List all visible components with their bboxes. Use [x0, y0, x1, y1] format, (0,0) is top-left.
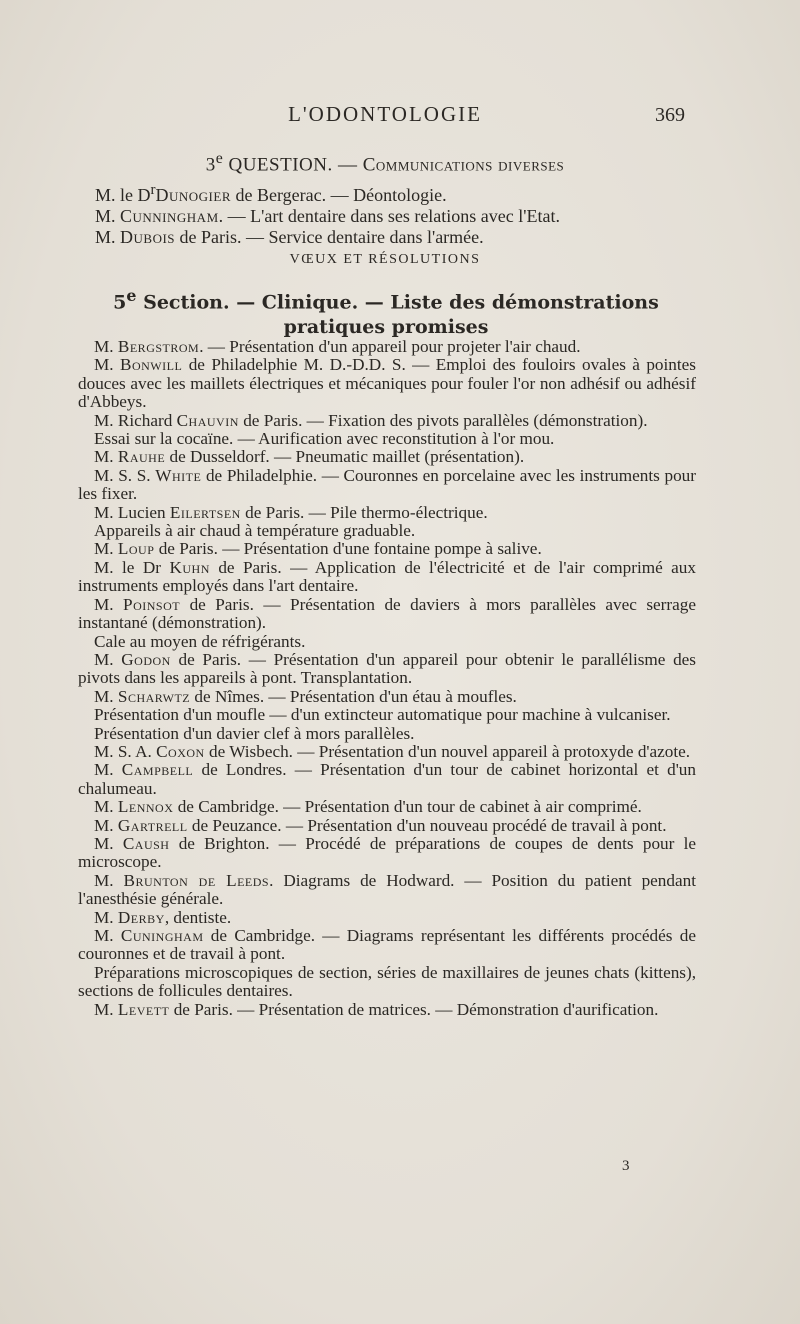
entry-prefix: M.	[94, 999, 118, 1019]
author-name: Scharwtz	[117, 686, 191, 706]
entry-superscript: r	[150, 182, 156, 198]
section-title-line1: Section. — Clinique. — Liste des démonstrations	[136, 291, 659, 314]
entry-prefix: M.	[94, 447, 118, 467]
entry-prefix: M.	[94, 539, 118, 559]
question-heading	[0, 150, 770, 176]
entry-text: de Paris. — Présentation d'une fontaine pompe à salive.	[154, 539, 542, 559]
entry-prefix: M.	[94, 594, 124, 614]
question-topic: Communications diverses	[362, 154, 565, 176]
author-name: Dubois	[120, 227, 176, 247]
section-number: 5	[113, 291, 127, 314]
entry-text: de Paris. — Application de l'électricité et de l'air comprimé aux instruments employés dans l'art dentaire.	[78, 557, 696, 596]
author-name: Coxon	[156, 741, 205, 761]
demonstration-entry	[78, 964, 696, 1001]
section-heading	[80, 283, 692, 340]
author-name: Campbell	[121, 760, 194, 780]
entry-text: de Bergerac. — Déontologie.	[231, 185, 447, 205]
entry-text: . — L'art dentaire dans ses relations avec l'Etat.	[218, 206, 560, 226]
entry-text: de Brighton. — Procédé de préparations de coupes de dents pour le microscope.	[78, 833, 696, 872]
demonstration-entry	[78, 835, 696, 872]
author-name: Godon	[121, 649, 171, 669]
question-entry	[95, 206, 695, 227]
entry-text: de Paris. — Pile thermo-électrique.	[240, 502, 488, 522]
author-name: Lennox	[117, 797, 174, 817]
demonstration-entry	[78, 872, 696, 909]
demonstration-entry	[78, 706, 696, 724]
demonstration-entry	[78, 761, 696, 798]
author-name: Gartrell	[117, 815, 188, 835]
demonstration-entry	[78, 522, 696, 540]
entry-prefix: M. Lucien	[94, 502, 170, 522]
entry-text: de Londres. — Présentation d'un tour de cabinet horizontal et d'un chalumeau.	[78, 760, 696, 798]
demonstration-entry	[78, 596, 696, 633]
entry-prefix: M. S. A.	[94, 741, 157, 761]
entry-prefix: M.	[94, 870, 124, 890]
author-name: Cunningham	[120, 206, 219, 226]
author-name: Eilertsen	[169, 502, 241, 522]
demonstration-entry	[78, 448, 696, 466]
demonstration-entry	[78, 927, 696, 964]
author-name: Rauhe	[117, 447, 166, 467]
author-name: White	[155, 465, 202, 485]
demonstration-entry	[78, 559, 696, 596]
entry-text: de Dusseldorf. — Pneumatic maillet (présentation).	[165, 447, 525, 467]
demonstration-entry	[78, 725, 696, 743]
entry-text: , dentiste.	[164, 907, 232, 927]
entry-text: . — Présentation d'un appareil pour projeter l'air chaud.	[199, 337, 581, 356]
entry-prefix: M.	[94, 355, 120, 375]
entry-prefix: M.	[94, 815, 118, 835]
demonstration-entry	[78, 651, 696, 688]
author-name: Dunogier	[155, 185, 231, 205]
author-name: Poinsot	[123, 594, 181, 614]
entry-text: de Cambridge. — Diagrams représentant les différents procédés de couronnes et de travail à pont.	[78, 926, 696, 964]
entry-text: de Paris. — Présentation de matrices. — Démonstration d'aurification.	[169, 999, 659, 1019]
entry-text: Préparations microscopiques de section, séries de maxillaires de jeunes chats (kittens), sections de follicules dentaires.	[78, 962, 696, 1001]
entry-prefix: M. le Dr	[94, 557, 170, 577]
author-name: Cuningham	[120, 926, 204, 945]
question-number: 3	[205, 154, 216, 176]
entry-prefix: M.	[95, 227, 121, 247]
demonstration-entry	[78, 688, 696, 706]
demonstration-entry	[78, 412, 696, 430]
entry-prefix: M.	[95, 206, 121, 226]
entry-text: de Paris. — Fixation des pivots parallèles (démonstration).	[238, 410, 648, 430]
voeux-heading: VŒUX ET RÉSOLUTIONS	[289, 252, 481, 267]
author-name: Brunton de Leeds	[123, 870, 270, 890]
demonstration-entry	[78, 540, 696, 558]
author-name: Levett	[117, 999, 170, 1019]
entry-prefix: M.	[94, 833, 123, 853]
entry-prefix: M.	[94, 907, 118, 927]
question-label: QUESTION. —	[223, 154, 363, 176]
page-number: 369	[655, 104, 685, 126]
entry-text: de Paris. — Service dentaire dans l'armée.	[175, 227, 484, 247]
entry-prefix: M.	[94, 337, 118, 356]
demonstration-entry	[78, 356, 696, 411]
demonstration-list	[78, 338, 696, 1019]
entry-text: Cale au moyen de réfrigérants.	[94, 631, 306, 651]
entry-text: Appareils à air chaud à température graduable.	[94, 521, 416, 541]
question-entry	[95, 180, 695, 206]
demonstration-entry	[78, 743, 696, 761]
author-name: Kuhn	[169, 557, 210, 577]
entry-prefix: M. S. S.	[94, 465, 156, 485]
entry-text: de Philadelphie. — Couronnes en porcelaine avec les instruments pour les fixer.	[78, 465, 696, 504]
question-superscript: e	[215, 150, 224, 167]
author-name: Chauvin	[176, 410, 239, 430]
demonstration-entry	[78, 1001, 696, 1019]
demonstration-entry	[78, 909, 696, 927]
running-title: L'ODONTOLOGIE	[288, 102, 482, 126]
section-title-line2: pratiques promises	[283, 316, 489, 339]
demonstration-entry	[78, 504, 696, 522]
author-name: Derby	[117, 907, 165, 927]
signature-mark: 3	[622, 1158, 630, 1174]
entry-text: de Nîmes. — Présentation d'un étau à moufles.	[190, 686, 517, 706]
question-entries	[95, 180, 695, 248]
entry-text: de Philadelphie M. D.-D.D. S. — Emploi des fouloirs ovales à pointes douces avec les maillets électriques et mécaniques pour fouler l'or non adhésif ou adhésif d'Abbeys.	[78, 355, 696, 412]
entry-prefix: M. le D	[95, 185, 151, 205]
entry-prefix: M.	[94, 649, 122, 669]
demonstration-entry	[78, 633, 696, 651]
author-name: Bonwill	[120, 355, 183, 375]
entry-text: Présentation d'un davier clef à mors parallèles.	[94, 723, 415, 743]
entry-prefix: M.	[94, 686, 118, 706]
section-superscript: e	[126, 286, 137, 305]
demonstration-entry	[78, 817, 696, 835]
entry-prefix: M.	[94, 797, 118, 817]
author-name: Loup	[117, 539, 155, 559]
entry-text: de Paris. — Présentation de daviers à mors parallèles avec serrage instantané (démonstration).	[78, 594, 696, 633]
entry-prefix: M. Richard	[94, 410, 177, 430]
entry-text: de Paris. — Présentation d'un appareil pour obtenir le parallélisme des pivots dans les appareils à pont. Transplantation.	[78, 649, 696, 688]
author-name: Bergstrom	[117, 337, 200, 356]
author-name: Caush	[122, 833, 170, 853]
entry-text: Essai sur la cocaïne. — Aurification avec reconstitution à l'or mou.	[94, 429, 555, 449]
entry-text: de Cambridge. — Présentation d'un tour de cabinet à air comprimé.	[173, 797, 642, 817]
demonstration-entry	[78, 798, 696, 816]
entry-text: de Peuzance. — Présentation d'un nouveau procédé de travail à pont.	[187, 815, 667, 835]
demonstration-entry	[78, 430, 696, 448]
entry-text: . Diagrams de Hodward. — Position du patient pendant l'anesthésie générale.	[78, 870, 696, 909]
demonstration-entry	[78, 467, 696, 504]
entry-text: Présentation d'un moufle — d'un extincteur automatique pour machine à vulcaniser.	[94, 705, 671, 725]
entry-text: de Wisbech. — Présentation d'un nouvel appareil à protoxyde d'azote.	[204, 741, 691, 761]
question-entry	[95, 227, 695, 248]
entry-prefix: M.	[94, 926, 121, 945]
demonstration-entry	[78, 338, 696, 356]
entry-prefix: M.	[94, 760, 122, 780]
